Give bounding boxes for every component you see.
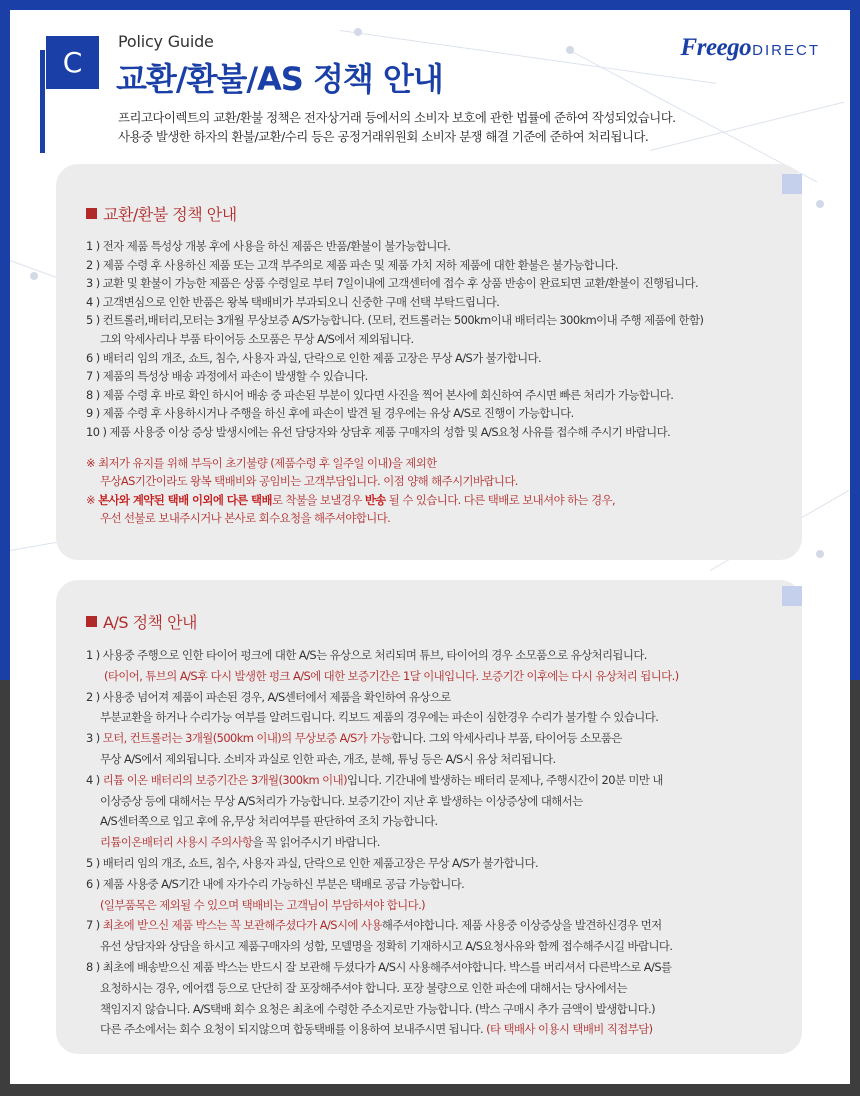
as-item [86, 770, 802, 791]
intro-line: 프리고다이렉트의 교환/환불 정책은 전자상거래 등에서의 소비자 보호에 관한 법률에 준하여 작성되었습니다. [118, 110, 676, 125]
item-text: 입니다. 기간내에 발생하는 배터리 문제나, 주행시간이 20분 미만 내 [346, 772, 663, 787]
as-item-continuation [86, 832, 802, 853]
item-text: 다른 주소에서는 회수 요청이 되지않으며 합동택배를 이용하여 보내주시면 됩니다. [100, 1022, 487, 1037]
as-item: 2 ) 사용중 넘어져 제품이 파손된 경우, A/S센터에서 제품을 확인하여 유상으로 [86, 689, 451, 704]
as-item-continuation: 유선 상담자와 상담을 하시고 제품구매자의 성함, 모델명을 정확히 기재하시고 A/S요청사유와 함께 접수해주시길 바랍니다. [100, 939, 673, 954]
as-item: 1 ) 사용중 주행으로 인한 타이어 펑크에 대한 A/S는 유상으로 처리되며 튜브, 타이어의 경우 소모품으로 유상처리됩니다. [86, 648, 647, 662]
courier-warning [86, 491, 802, 510]
intro-text [118, 108, 676, 146]
battery-caution-link: 리튬이온배터리 사용시 주의사항 [100, 835, 253, 850]
corner-decoration [782, 586, 802, 606]
exchange-policy-heading-text: 교환/환불 정책 안내 [103, 205, 237, 224]
policy-item: 6 ) 배터리 임의 개조, 쇼트, 침수, 사용자 과실, 단락으로 인한 제품 고장은 무상 A/S가 불가합니다. [86, 350, 542, 365]
network-node [566, 46, 574, 54]
network-node [30, 272, 38, 280]
item-text: 합니다. 그외 악세사리나 부품, 타이어등 소모품은 [391, 731, 622, 746]
as-item-note: (일부품목은 제외될 수 있으며 택배비는 고객님이 부담하셔야 합니다.) [100, 897, 426, 912]
as-item-continuation: 부분교환을 하거나 수리가능 여부를 알려드립니다. 킥보드 제품의 경우에는 파손이 심한경우 수리가 불가할 수 있습니다. [100, 710, 659, 725]
as-item-continuation: 요청하시는 경우, 에어캡 등으로 단단히 잘 포장해주셔야 합니다. 포장 불량으로 인한 파손에 대해서는 당사에서는 [100, 980, 627, 995]
highlight-text: 리튬 이온 배터리의 보증기간은 3개월(300km 이내) [102, 772, 347, 787]
as-item-continuation: 무상 A/S에서 제외됩니다. 소비자 과실로 인한 파손, 개조, 분해, 튜닝 등은 A/S시 유상 처리됩니다. [100, 751, 556, 766]
policy-item: 4 ) 고객변심으로 인한 반품은 왕복 택배비가 부과되오니 신중한 구매 선택 부탁드립니다. [86, 294, 500, 309]
square-bullet-icon [86, 616, 97, 627]
item-number: 3 ) [86, 731, 103, 746]
as-item [86, 728, 802, 749]
highlight-text: 최초에 받으신 제품 박스는 꼭 보관해주셨다가 A/S시에 사용 [102, 918, 382, 933]
logo-subtext: DIRECT [752, 42, 820, 59]
as-item [86, 915, 802, 936]
square-bullet-icon [86, 208, 97, 219]
policy-item: 8 ) 제품 수령 후 바로 확인 하시어 배송 중 파손된 부분이 있다면 사진을 찍어 본사에 회신하여 주시면 빠른 처리가 가능합니다. [86, 387, 674, 402]
corner-decoration [782, 174, 802, 194]
note-text: 로 착불을 보낼경우 [271, 492, 365, 507]
as-policy-panel [56, 580, 802, 1054]
logo-wordmark: Freego [680, 34, 752, 61]
as-item-note: (타이어, 튜브의 A/S후 다시 발생한 펑크 A/S에 대한 보증기간은 1달 이내입니다. 보증기간 이후에는 다시 유상처리 됩니다.) [104, 668, 679, 683]
item-text: 을 꼭 읽어주시기 바랍니다. [252, 835, 380, 850]
policy-item: 3 ) 교환 및 환불이 가능한 제품은 상품 수령일로 부터 7일이내에 고객센터에 접수 후 상품 반송이 완료되면 교환/환불이 진행됩니다. [86, 276, 699, 291]
policy-guide-label: Policy Guide [118, 32, 214, 51]
note-mark: ※ [86, 492, 99, 507]
network-node [354, 28, 362, 36]
shipping-note: 무상AS기간이라도 왕복 택배비와 공임비는 고객부담입니다. 이점 양해 해주시기바랍니다. [100, 474, 518, 489]
section-badge: C [46, 36, 99, 89]
exchange-policy-heading [86, 202, 802, 225]
item-number: 4 ) [86, 772, 103, 787]
policy-item: 2 ) 제품 수령 후 사용하신 제품 또는 고객 부주의로 제품 파손 및 제품 가치 저하 제품에 대한 환불은 불가능합니다. [86, 257, 618, 272]
policy-item: 9 ) 제품 수령 후 사용하시거나 주행을 하신 후에 파손이 발견 될 경우에는 유상 A/S로 진행이 가능합니다. [86, 406, 574, 421]
highlight-text: 모터, 컨트롤러는 3개월(500km 이내)의 무상보증 A/S가 가능 [102, 731, 392, 746]
policy-item: 5 ) 컨트롤러,배터리,모터는 3개월 무상보증 A/S가능합니다. (모터, 컨트롤러는 500km이내 배터리는 300km이내 주행 제품에 한함) [86, 313, 704, 328]
courier-warning: 우선 선불로 보내주시거나 본사로 회수요청을 해주셔야합니다. [100, 511, 391, 526]
as-item: 8 ) 최초에 배송받으신 제품 박스는 반드시 잘 보관해 두셨다가 A/S시 사용해주셔야합니다. 박스를 버리셔서 다른박스로 A/S를 [86, 959, 672, 974]
as-policy-heading-text: A/S 정책 안내 [103, 613, 197, 632]
exchange-policy-panel [56, 164, 802, 560]
brand-logo [681, 34, 820, 62]
as-item: 6 ) 제품 사용중 A/S기간 내에 자가수리 가능하신 부분은 택배로 공급 가능합니다. [86, 876, 465, 891]
intro-line: 사용중 발생한 하자의 환불/교환/수리 등은 공정거래위원회 소비자 분쟁 해결 기준에 준하여 처리됩니다. [118, 129, 649, 144]
network-node [816, 200, 824, 208]
network-node [816, 550, 824, 558]
header-accent-bar [40, 50, 45, 153]
as-item-continuation: 책임지지 않습니다. A/S택배 회수 요청은 최초에 수령한 주소지로만 가능합니다. (박스 구매시 추가 금액이 발생합니다.) [100, 1001, 655, 1016]
policy-item: 1 ) 전자 제품 특성상 개봉 후에 사용을 하신 제품은 반품/환불이 불가능합니다. [86, 239, 451, 253]
item-number: 7 ) [86, 918, 103, 933]
item-text: 해주셔야합니다. 제품 사용중 이상증상을 발견하신경우 먼저 [381, 918, 662, 933]
as-policy-heading [86, 610, 802, 633]
policy-sheet [10, 10, 850, 1084]
as-item: 5 ) 배터리 임의 개조, 쇼트, 침수, 사용자 과실, 단락으로 인한 제품고장은 무상 A/S가 불가합니다. [86, 855, 539, 870]
shipping-note: ※ 최저가 유지를 위해 부득이 초기불량 (제품수령 후 일주일 이내)을 제외한 [86, 455, 437, 470]
as-item-continuation: A/S센터쪽으로 입고 후에 유,무상 처리여부를 판단하여 조치 가능합니다. [100, 814, 438, 829]
page-title: 교환/환불/AS 정책 안내 [116, 60, 443, 98]
policy-item: 7 ) 제품의 특성상 배송 과정에서 파손이 발생할 수 있습니다. [86, 369, 368, 384]
as-item-continuation [86, 1019, 802, 1040]
emphasis-text: 본사와 계약된 택배 이외에 다른 택배 [98, 492, 272, 507]
note-text: 될 수 있습니다. 다른 택배로 보내셔야 하는 경우, [385, 492, 616, 507]
emphasis-text: 반송 [364, 492, 386, 507]
as-item-continuation: 이상증상 등에 대해서는 무상 A/S처리가 가능합니다. 보증기간이 지난 후 발생하는 이상증상에 대해서는 [100, 793, 583, 808]
policy-item-continuation: 그외 악세사리나 부품 타이어등 소모품은 무상 A/S에서 제외됩니다. [100, 331, 414, 346]
policy-item: 10 ) 제품 사용중 이상 증상 발생시에는 유선 담당자와 상담후 제품 구매자의 성함 및 A/S요청 사유를 접수해 주시기 바랍니다. [86, 424, 671, 439]
highlight-text: (타 택배사 이용시 택배비 직접부담) [486, 1022, 653, 1037]
